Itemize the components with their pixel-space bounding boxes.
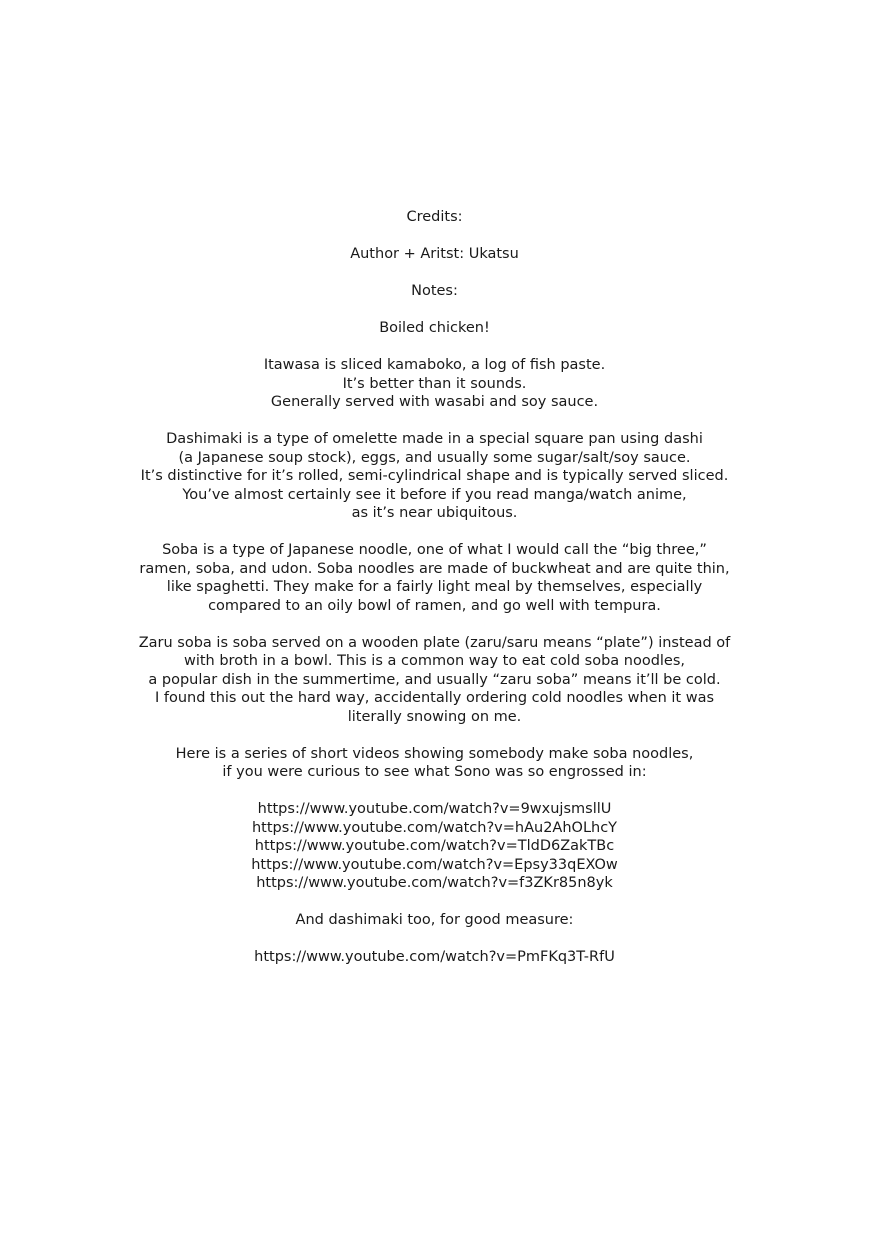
dashimaki-heading: And dashimaki too, for good measure:	[295, 912, 574, 928]
note-line: a popular dish in the summertime, and usually “zaru soba” means it’ll be cold.	[148, 671, 721, 688]
note-line: Zaru soba is soba served on a wooden plate (zaru/saru means “plate”) instead of	[138, 634, 731, 651]
note-dashimaki	[0, 430, 869, 523]
note-soba-videos-intro	[0, 745, 869, 782]
author-line: Author + Aritst: Ukatsu	[350, 246, 519, 262]
note-line: Dashimaki is a type of omelette made in a special square pan using dashi	[166, 431, 703, 447]
note-line: Boiled chicken!	[379, 320, 490, 336]
soba-video-link: https://www.youtube.com/watch?v=Epsy33qEXOw	[251, 856, 618, 873]
soba-video-link: https://www.youtube.com/watch?v=9wxujsmsllU	[257, 801, 612, 817]
dashimaki-video-link: https://www.youtube.com/watch?v=PmFKq3T-RfU	[254, 949, 615, 965]
note-itawasa	[0, 356, 869, 412]
note-line: Generally served with wasabi and soy sauce.	[270, 394, 599, 410]
note-line: I found this out the hard way, accidentally ordering cold noodles when it was	[154, 690, 715, 706]
note-zaru-soba	[0, 634, 869, 727]
note-line: Soba is a type of Japanese noodle, one of what I would call the “big three,”	[162, 542, 707, 558]
soba-video-link: https://www.youtube.com/watch?v=TldD6ZakTBc	[254, 838, 615, 854]
note-line: compared to an oily bowl of ramen, and go well with tempura.	[208, 597, 661, 614]
soba-video-link: https://www.youtube.com/watch?v=hAu2AhOLhcY	[251, 819, 618, 836]
soba-video-link: https://www.youtube.com/watch?v=f3ZKr85n8yk	[256, 875, 613, 891]
note-line: Here is a series of short videos showing somebody make soba noodles,	[175, 745, 694, 762]
note-line: Itawasa is sliced kamaboko, a log of fish paste.	[263, 357, 606, 373]
credits-heading: Credits:	[406, 209, 463, 225]
note-line: with broth in a bowl. This is a common way to eat cold soba noodles,	[183, 653, 686, 669]
note-line: ramen, soba, and udon. Soba noodles are made of buckwheat and are quite thin,	[139, 560, 730, 577]
credits-content	[0, 208, 869, 967]
soba-link-list	[0, 800, 869, 893]
note-boiled-chicken	[0, 319, 869, 338]
note-line: (a Japanese soup stock), eggs, and usually some sugar/salt/soy sauce.	[178, 449, 691, 466]
note-line: It’s better than it sounds.	[342, 375, 527, 392]
note-soba	[0, 541, 869, 615]
note-line: literally snowing on me.	[347, 708, 522, 725]
note-line: You’ve almost certainly see it before if you read manga/watch anime,	[182, 486, 687, 503]
note-line: as it’s near ubiquitous.	[351, 505, 518, 521]
note-line: if you were curious to see what Sono was so engrossed in:	[222, 764, 647, 780]
note-line: like spaghetti. They make for a fairly light meal by themselves, especially	[166, 579, 703, 595]
note-line: It’s distinctive for it’s rolled, semi-cylindrical shape and is typically served sliced.	[140, 468, 729, 484]
notes-heading: Notes:	[411, 283, 458, 299]
